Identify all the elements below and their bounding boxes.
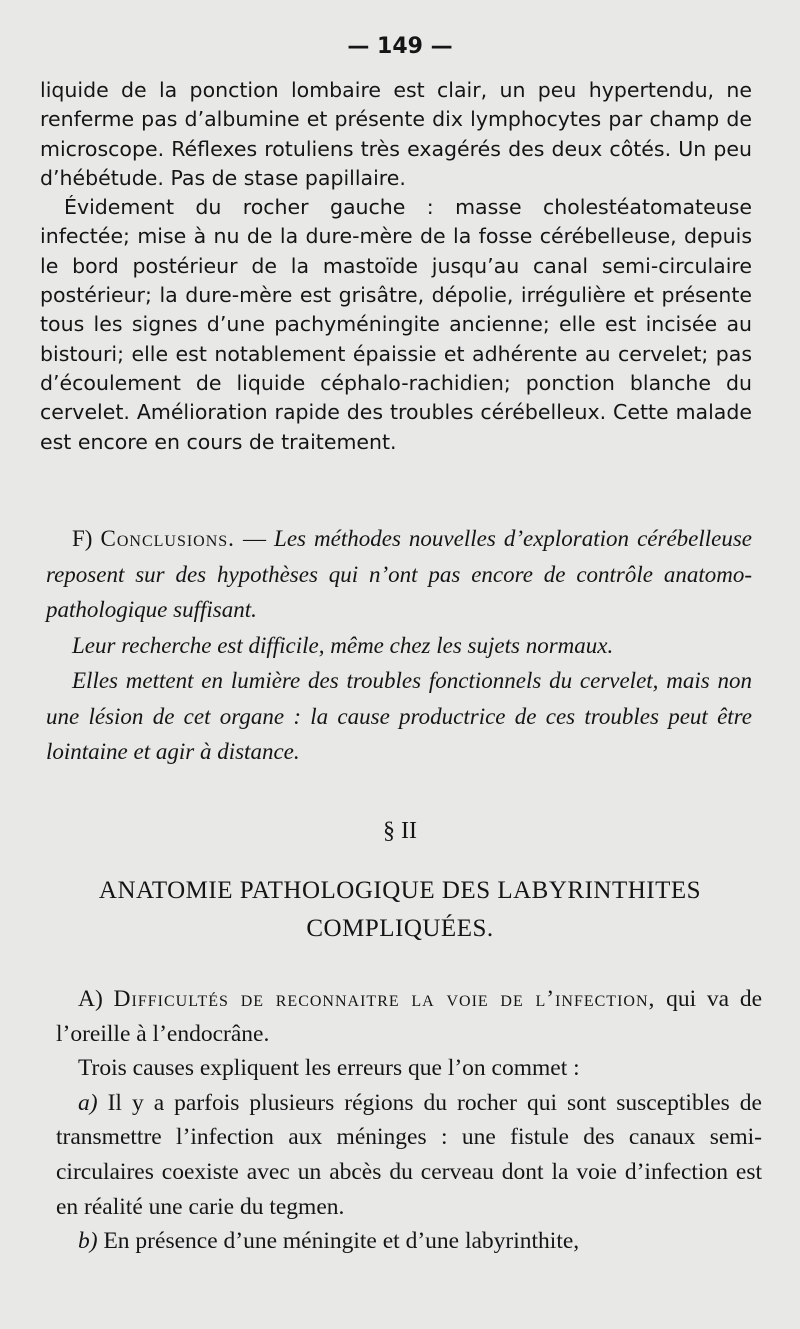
case-report-text xyxy=(40,76,752,457)
conclusions-heading: Conclusions. xyxy=(100,526,235,551)
cause-b-marker: b) xyxy=(78,1228,98,1255)
section-title-line-2: COMPLIQUÉES. xyxy=(306,915,494,942)
conclusions-paragraph-2: Leur recherche est difficile, même chez les sujets normaux. xyxy=(72,632,614,658)
three-causes-paragraph: Trois causes expliquent les erreurs que l’on commet : xyxy=(78,1055,580,1082)
difficulties-section xyxy=(56,982,762,1259)
cause-a-paragraph xyxy=(56,1086,762,1224)
cause-a-marker: a) xyxy=(78,1089,98,1116)
difficulties-prefix: A) xyxy=(78,986,114,1012)
conclusions-dash: — xyxy=(234,526,275,551)
section-title xyxy=(40,872,760,948)
difficulties-heading-rest: qui va de l’oreille à l’endocrâne. xyxy=(56,986,763,1047)
paragraph-csf-findings: liquide de la ponction lombaire est clair, un peu hypertendu, ne renferme pas d’albumine et présente dix lymphocytes par champ de microscope. Réflexes rotuliens très exagérés des deux côtés. Un peu d’hébétude. Pas de stase papillaire. xyxy=(40,78,752,190)
cause-b-text: En présence d’une méningite et d’une labyrinthite, xyxy=(97,1228,580,1255)
page-number: — 149 — xyxy=(347,34,453,59)
difficulties-heading-paragraph xyxy=(56,982,762,1051)
conclusions-section xyxy=(46,521,752,770)
cause-a-text: Il y a parfois plusieurs régions du rocher qui sont susceptibles de transmettre l’infection aux méninges : une fistule des canaux semi-circulaires coexiste avec un abcès du cerveau dont la voie d’infection est en réalité une carie du tegmen. xyxy=(56,1089,762,1220)
cause-b-paragraph xyxy=(56,1224,762,1259)
paragraph-surgery-findings: Évidement du rocher gauche : masse cholestéatomateuse infectée; mise à nu de la dure-mère de la fosse cérébelleuse, depuis le bord postérieur de la mastoïde jusqu’au canal semi-circulaire postérieur; la dure-mère est grisâtre, dépolie, irrégulière et présente tous les signes d’une pachyméningite ancienne; elle est incisée au bistouri; elle est notablement épaissie et adhérente au cervelet; pas d’écoulement de liquide céphalo-rachidien; ponction blanche du cervelet. Amélioration rapide des troubles cérébelleux. Cette malade est encore en cours de traitement. xyxy=(40,195,752,454)
conclusions-paragraph-3: Elles mettent en lumière des troubles fonctionnels du cervelet, mais non une lésion de cet organe : la cause productrice de ces troubles peut être lointaine et agir à distance. xyxy=(46,668,752,764)
conclusions-text-1: Les méthodes nouvelles d’exploration cérébelleuse reposent sur des hypothèses qui n’ont pas encore de contrôle anatomo-pathologique suffisant. xyxy=(46,526,753,622)
conclusions-paragraph-1 xyxy=(46,521,752,628)
conclusions-label-prefix: F) xyxy=(72,526,101,551)
difficulties-heading: Difficultés de reconnaitre la voie de l’infection, xyxy=(113,986,656,1012)
section-title-line-1: ANATOMIE PATHOLOGIQUE DES LABYRINTHITES xyxy=(98,877,702,904)
section-number: § II xyxy=(383,818,417,844)
